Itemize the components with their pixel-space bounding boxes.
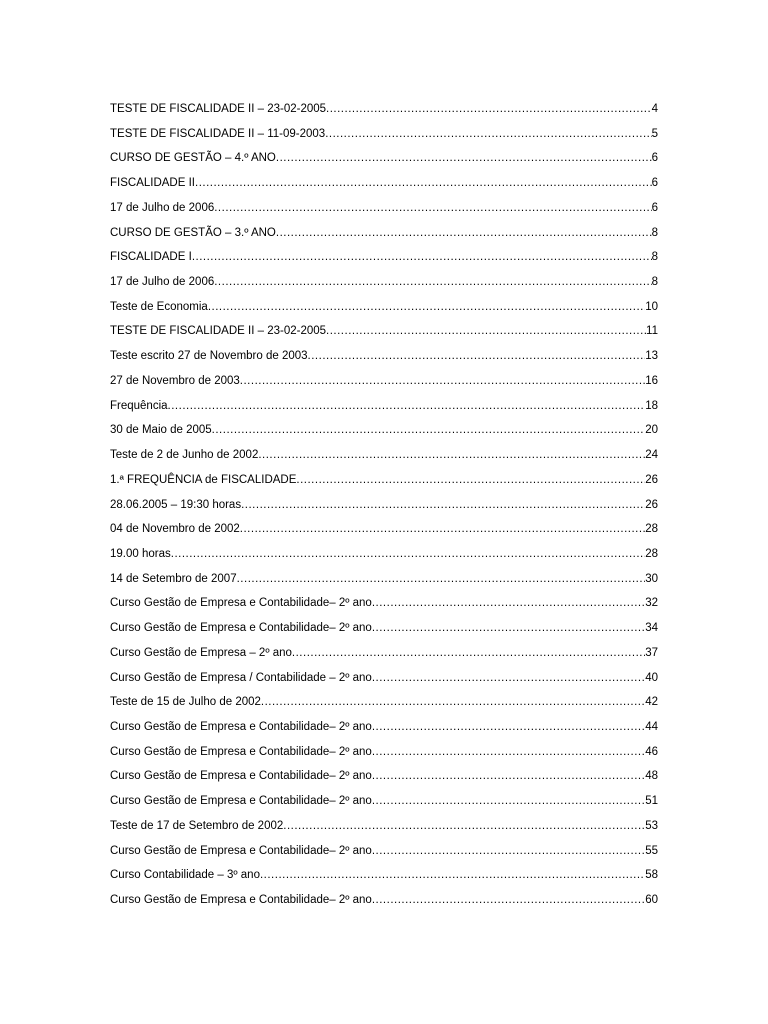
toc-entry[interactable] — [110, 274, 658, 299]
toc-leader-dots — [192, 249, 652, 266]
toc-entry[interactable] — [110, 126, 658, 151]
toc-entry-title: Teste de 2 de Junho de 2002 — [110, 449, 259, 462]
toc-leader-dots — [214, 200, 651, 217]
toc-entry[interactable] — [110, 472, 658, 497]
toc-entry-title: Teste escrito 27 de Novembro de 2003 — [110, 350, 308, 363]
toc-leader-dots — [168, 398, 646, 415]
toc-entry[interactable] — [110, 200, 658, 225]
toc-leader-dots — [241, 497, 645, 514]
toc-entry-title: FISCALIDADE II — [110, 177, 195, 190]
toc-entry-page: 34 — [645, 622, 658, 635]
toc-leader-dots — [372, 620, 645, 637]
toc-entry-page: 30 — [645, 572, 658, 585]
toc-entry-page: 8 — [651, 226, 658, 239]
toc-entry-title: 28.06.2005 – 19:30 horas — [110, 498, 242, 511]
toc-leader-dots — [212, 422, 646, 439]
toc-entry-title: CURSO DE GESTÃO – 4.º ANO — [110, 152, 276, 165]
toc-leader-dots — [372, 744, 645, 761]
toc-entry-page: 40 — [645, 671, 658, 684]
toc-entry-page: 58 — [645, 869, 658, 882]
toc-entry-page: 20 — [645, 424, 658, 437]
toc-leader-dots — [292, 645, 645, 662]
toc-entry[interactable] — [110, 150, 658, 175]
toc-entry-page: 44 — [645, 720, 658, 733]
toc-entry[interactable] — [110, 645, 658, 670]
toc-entry-page: 5 — [651, 127, 658, 140]
table-of-contents — [110, 101, 658, 917]
toc-leader-dots — [326, 101, 652, 118]
toc-entry-title: Curso Gestão de Empresa e Contabilidade– 2º ano — [110, 622, 372, 635]
toc-entry-page: 60 — [645, 894, 658, 906]
toc-entry-page: 18 — [645, 399, 658, 412]
toc-leader-dots — [372, 768, 645, 785]
toc-entry-title: Teste de 17 de Setembro de 2002 — [110, 819, 284, 832]
toc-entry-title: CURSO DE GESTÃO – 3.º ANO — [110, 226, 276, 239]
toc-entry[interactable] — [110, 818, 658, 843]
toc-entry-title: 19.00 horas — [110, 547, 171, 560]
toc-entry-page: 32 — [645, 597, 658, 610]
toc-entry[interactable] — [110, 571, 658, 596]
toc-entry-title: Curso Gestão de Empresa e Contabilidade– 2º ano — [110, 844, 372, 857]
toc-leader-dots — [276, 150, 652, 167]
toc-entry[interactable] — [110, 546, 658, 571]
toc-entry-title: Frequência — [110, 399, 168, 412]
toc-leader-dots — [325, 126, 651, 143]
toc-entry-title: Curso Gestão de Empresa / Contabilidade – 2º ano — [110, 671, 372, 684]
toc-entry[interactable] — [110, 744, 658, 769]
toc-entry[interactable] — [110, 843, 658, 868]
toc-entry-page: 46 — [645, 745, 658, 758]
toc-entry-title: TESTE DE FISCALIDADE II – 11-09-2003 — [110, 127, 326, 140]
toc-leader-dots — [261, 694, 645, 711]
toc-entry[interactable] — [110, 175, 658, 200]
toc-entry[interactable] — [110, 497, 658, 522]
toc-entry[interactable] — [110, 348, 658, 373]
toc-entry[interactable] — [110, 670, 658, 695]
toc-entry-title: Curso Gestão de Empresa e Contabilidade– 2º ano — [110, 795, 372, 808]
toc-entry-title: 17 de Julho de 2006 — [110, 201, 215, 214]
toc-entry[interactable] — [110, 793, 658, 818]
toc-entry[interactable] — [110, 620, 658, 645]
toc-entry-title: 30 de Maio de 2005 — [110, 424, 212, 437]
toc-leader-dots — [237, 571, 646, 588]
toc-leader-dots — [260, 867, 645, 884]
toc-entry-title: Curso Contabilidade – 3º ano — [110, 869, 260, 882]
toc-entry-page: 6 — [651, 177, 658, 190]
toc-entry-page: 37 — [645, 646, 658, 659]
toc-entry[interactable] — [110, 323, 658, 348]
toc-entry-title: 04 de Novembro de 2002 — [110, 523, 240, 536]
toc-entry[interactable] — [110, 719, 658, 744]
toc-entry-page: 28 — [645, 547, 658, 560]
toc-entry-title: TESTE DE FISCALIDADE II – 23-02-2005 — [110, 325, 327, 338]
toc-entry[interactable] — [110, 101, 658, 126]
toc-entry-page: 6 — [651, 152, 658, 165]
toc-leader-dots — [214, 274, 651, 291]
toc-leader-dots — [258, 447, 645, 464]
toc-entry-title: Curso Gestão de Empresa e Contabilidade– 2º ano — [110, 597, 372, 610]
toc-leader-dots — [372, 595, 645, 612]
toc-entry-page: 26 — [645, 498, 658, 511]
toc-leader-dots — [372, 892, 645, 909]
toc-leader-dots — [372, 793, 645, 810]
toc-entry-page: 28 — [645, 523, 658, 536]
toc-entry-page: 8 — [651, 251, 658, 264]
toc-entry-page: 42 — [645, 696, 658, 709]
toc-leader-dots — [195, 175, 652, 192]
toc-entry[interactable] — [110, 225, 658, 250]
toc-leader-dots — [326, 323, 646, 340]
toc-entry-title: Curso Gestão de Empresa – 2º ano — [110, 646, 292, 659]
toc-entry[interactable] — [110, 768, 658, 793]
toc-entry-title: Teste de Economia — [110, 300, 208, 313]
toc-entry-title: Curso Gestão de Empresa e Contabilidade– 2º ano — [110, 894, 372, 906]
toc-entry[interactable] — [110, 892, 658, 917]
toc-entry[interactable] — [110, 447, 658, 472]
toc-entry[interactable] — [110, 249, 658, 274]
toc-entry-title: Curso Gestão de Empresa e Contabilidade– 2º ano — [110, 720, 372, 733]
toc-entry-title: 14 de Setembro de 2007 — [110, 572, 237, 585]
toc-entry[interactable] — [110, 422, 658, 447]
toc-leader-dots — [372, 843, 645, 860]
toc-entry[interactable] — [110, 373, 658, 398]
toc-entry-page: 10 — [645, 300, 658, 313]
toc-entry[interactable] — [110, 694, 658, 719]
toc-leader-dots — [171, 546, 645, 563]
toc-entry-page: 55 — [645, 844, 658, 857]
toc-leader-dots — [276, 225, 652, 242]
toc-entry-page: 48 — [645, 770, 658, 783]
toc-entry-title: FISCALIDADE I — [110, 251, 192, 264]
toc-entry-page: 51 — [645, 795, 658, 808]
toc-entry-title: Curso Gestão de Empresa e Contabilidade– 2º ano — [110, 745, 372, 758]
toc-entry-title: Teste de 15 de Julho de 2002 — [110, 696, 261, 709]
toc-entry[interactable] — [110, 595, 658, 620]
toc-entry-page: 53 — [645, 819, 658, 832]
toc-leader-dots — [240, 373, 645, 390]
toc-leader-dots — [372, 719, 645, 736]
toc-entry-page: 11 — [646, 325, 658, 338]
toc-entry-page: 8 — [651, 276, 658, 289]
toc-leader-dots — [296, 472, 645, 489]
toc-entry-title: 1.ª FREQUÊNCIA de FISCALIDADE — [110, 473, 297, 486]
toc-entry[interactable] — [110, 867, 658, 892]
toc-entry-title: Curso Gestão de Empresa e Contabilidade– 2º ano — [110, 770, 372, 783]
toc-leader-dots — [308, 348, 646, 365]
toc-entry-title: 17 de Julho de 2006 — [110, 276, 215, 289]
toc-entry-page: 16 — [645, 374, 658, 387]
toc-entry-page: 13 — [645, 350, 658, 363]
toc-entry-page: 24 — [645, 449, 658, 462]
toc-entry-page: 6 — [651, 201, 658, 214]
toc-entry[interactable] — [110, 299, 658, 324]
toc-leader-dots — [240, 521, 645, 538]
toc-entry[interactable] — [110, 398, 658, 423]
toc-leader-dots — [372, 670, 645, 687]
toc-entry-page: 26 — [645, 473, 658, 486]
toc-entry-page: 4 — [651, 103, 658, 115]
toc-leader-dots — [283, 818, 645, 835]
toc-entry[interactable] — [110, 521, 658, 546]
toc-leader-dots — [208, 299, 645, 316]
toc-entry-title: 27 de Novembro de 2003 — [110, 374, 240, 387]
toc-entry-title: TESTE DE FISCALIDADE II – 23-02-2005 — [110, 103, 327, 115]
